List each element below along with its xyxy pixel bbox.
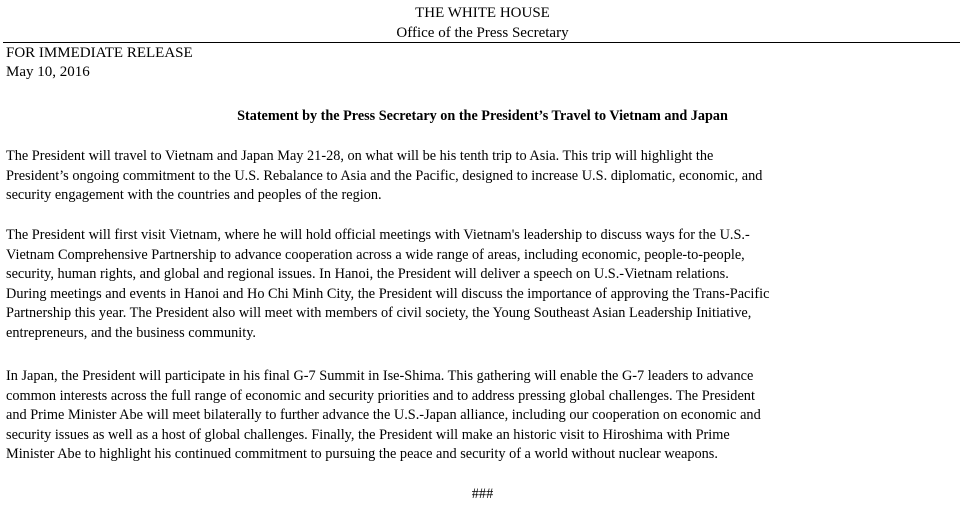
paragraph-line: entrepreneurs, and the business community. xyxy=(6,324,256,341)
header-divider xyxy=(3,42,960,43)
paragraph-vietnam xyxy=(6,226,961,344)
paragraph-line: The President will first visit Vietnam, where he will hold official meetings with Vietnam's leadership to discuss ways for the U.S.- xyxy=(6,227,750,243)
paragraph-line: security, human rights, and global and regional issues. In Hanoi, the President will deliver a speech on U.S.-Vietnam relations. xyxy=(6,266,729,283)
release-label: FOR IMMEDIATE RELEASE xyxy=(6,45,193,61)
paragraph-line: President’s ongoing commitment to the U.S. Rebalance to Asia and the Pacific, designed to increase U.S. diplomatic, economic, and xyxy=(6,167,763,184)
paragraph-line: Vietnam Comprehensive Partnership to advance cooperation across a wide range of areas, including economic, people-to-people, xyxy=(6,246,745,263)
organization-name: THE WHITE HOUSE xyxy=(415,5,550,21)
release-info xyxy=(6,44,193,82)
paragraph-line: Minister Abe to highlight his continued commitment to pursuing the peace and security of a world without nuclear weapons. xyxy=(6,446,718,463)
paragraph-line: security engagement with the countries and peoples of the region. xyxy=(6,187,382,204)
statement-title: Statement by the Press Secretary on the President’s Travel to Vietnam and Japan xyxy=(237,108,728,124)
paragraph-overview xyxy=(6,147,961,206)
paragraph-line: security issues as well as a host of global challenges. Finally, the President will make an historic visit to Hiroshima with Prime xyxy=(6,426,730,443)
paragraph-line: Partnership this year. The President also will meet with members of civil society, the Young Southeast Asian Leadership Initiative, xyxy=(6,305,752,322)
paragraph-line: and Prime Minister Abe will meet bilaterally to further advance the U.S.-Japan alliance, including our cooperation on economic and xyxy=(6,407,761,424)
paragraph-line: common interests across the full range of economic and security priorities and to address pressing global challenges. The President xyxy=(6,387,755,404)
paragraph-japan xyxy=(6,367,961,465)
release-date: May 10, 2016 xyxy=(6,64,90,80)
paragraph-line: In Japan, the President will participate in his final G-7 Summit in Ise-Shima. This gathering will enable the G-7 leaders to advance xyxy=(6,368,754,384)
paragraph-line: The President will travel to Vietnam and Japan May 21-28, on what will be his tenth trip to Asia. This trip will highlight the xyxy=(6,148,714,164)
letterhead xyxy=(0,3,965,43)
paragraph-line: During meetings and events in Hanoi and Ho Chi Minh City, the President will discuss the importance of approving the Trans-Pacific xyxy=(6,285,770,302)
office-name: Office of the Press Secretary xyxy=(396,25,569,41)
end-mark: ### xyxy=(471,486,494,502)
